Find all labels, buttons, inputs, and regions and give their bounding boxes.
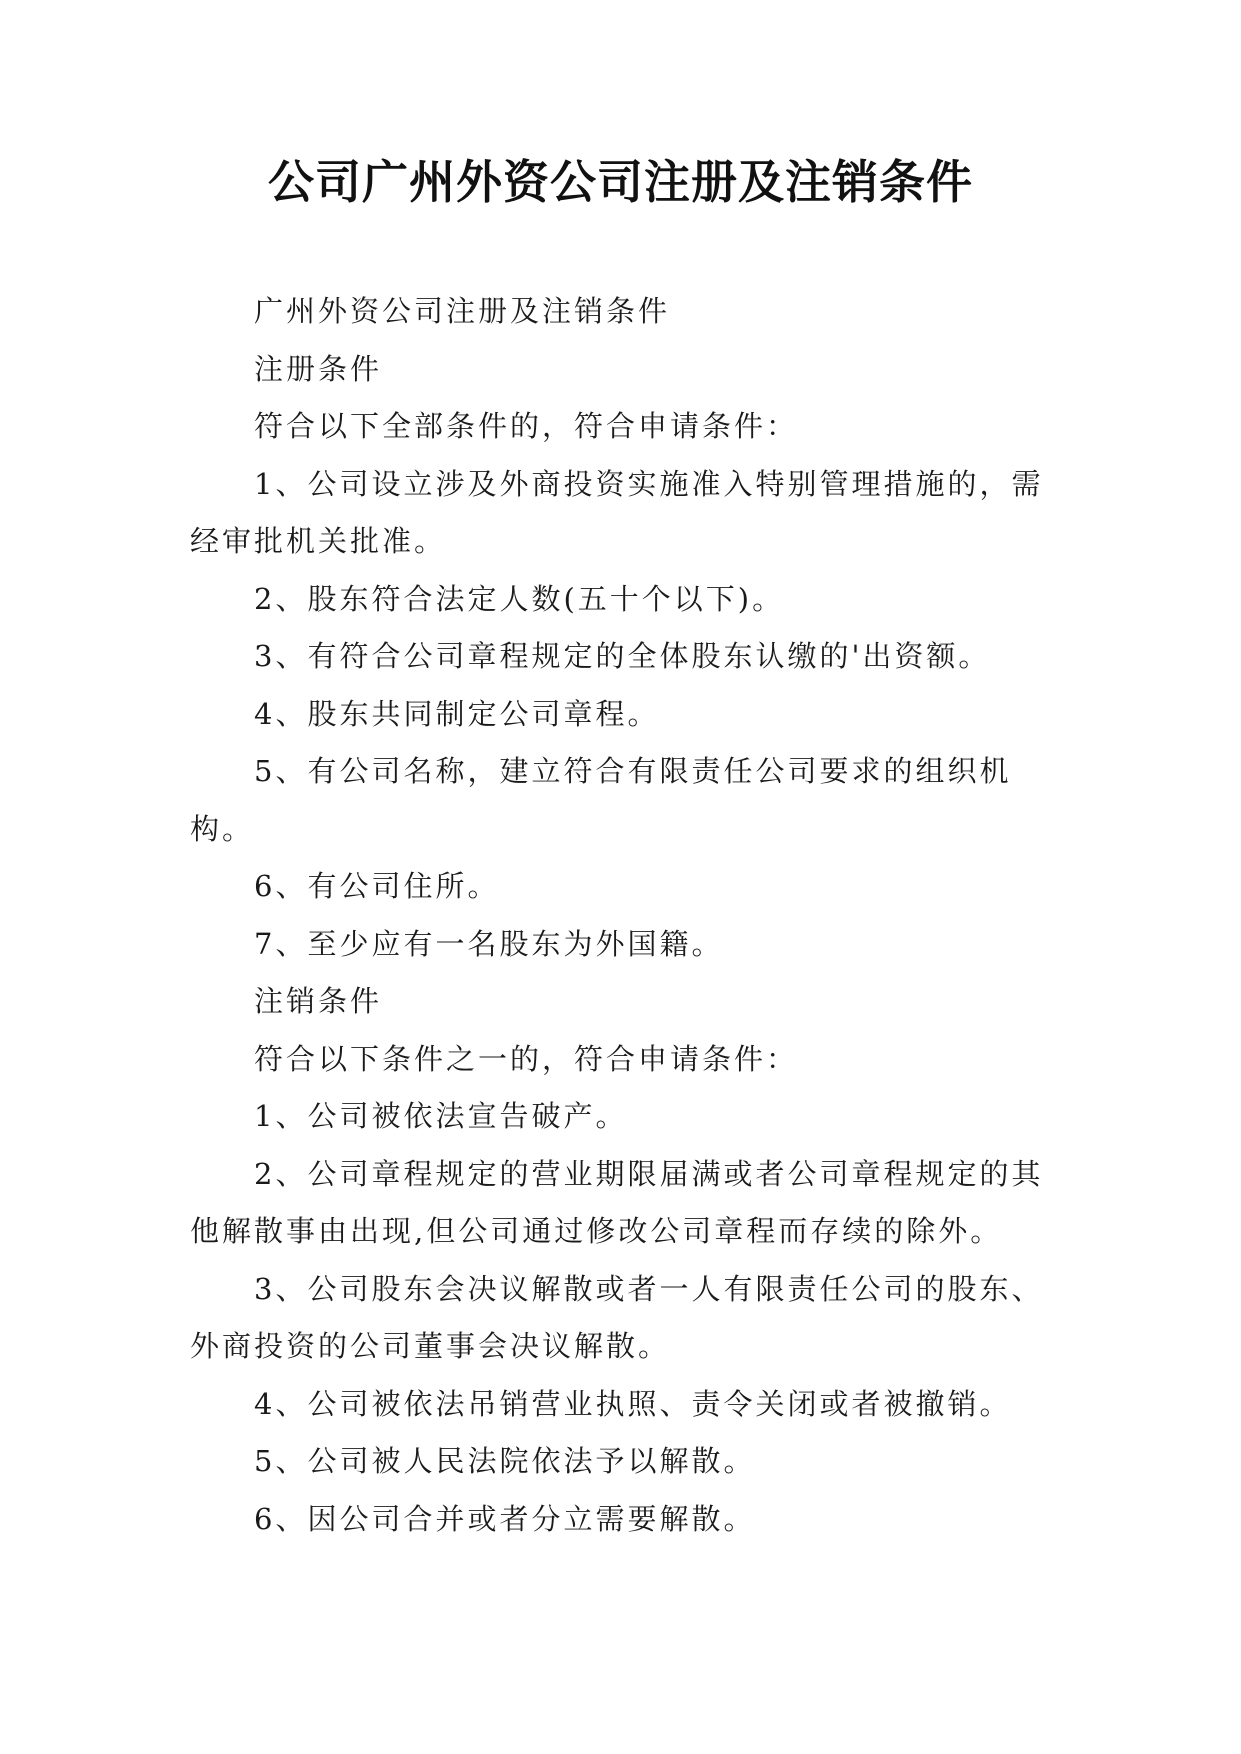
registration-condition-7: 7、至少应有一名股东为外国籍。 [254,926,724,961]
deregistration-condition-5: 5、公司被人民法院依法予以解散。 [254,1444,756,1478]
section-heading-registration: 注册条件 [254,351,383,386]
registration-condition-1: 1、公司设立涉及外商投资实施准入特别管理措施的，需经审批机关批准。 [190,466,1044,558]
deregistration-condition-4: 4、公司被依法吊销营业执照、责令关闭或者被撤销。 [254,1386,1012,1421]
paragraph-registration-intro: 符合以下全部条件的，符合申请条件： [254,409,799,443]
deregistration-condition-2: 2、公司章程规定的营业期限届满或者公司章程规定的其他解散事由出现,但公司通过修改公司章程而存续的除外。 [190,1156,1044,1248]
deregistration-condition-6: 6、因公司合并或者分立需要解散。 [254,1501,756,1536]
section-heading-deregistration: 注销条件 [254,984,383,1018]
registration-condition-4: 4、股东共同制定公司章程。 [254,696,660,731]
document-body [190,283,1055,1548]
paragraph-subtitle: 广州外资公司注册及注销条件 [254,294,671,328]
paragraph-deregistration-intro: 符合以下条件之一的，符合申请条件： [254,1041,799,1076]
registration-condition-3: 3、有符合公司章程规定的全体股东认缴的'出资额。 [254,639,991,673]
document-title: 公司广州外资公司注册及注销条件 [268,155,973,209]
registration-condition-2: 2、股东符合法定人数(五十个以下)。 [254,581,785,616]
deregistration-condition-1: 1、公司被依法宣告破产。 [254,1099,628,1133]
registration-condition-6: 6、有公司住所。 [254,869,500,903]
registration-condition-5: 5、有公司名称，建立符合有限责任公司要求的组织机构。 [190,754,1012,846]
deregistration-condition-3: 3、公司股东会决议解散或者一人有限责任公司的股东、外商投资的公司董事会决议解散。 [190,1271,1044,1363]
